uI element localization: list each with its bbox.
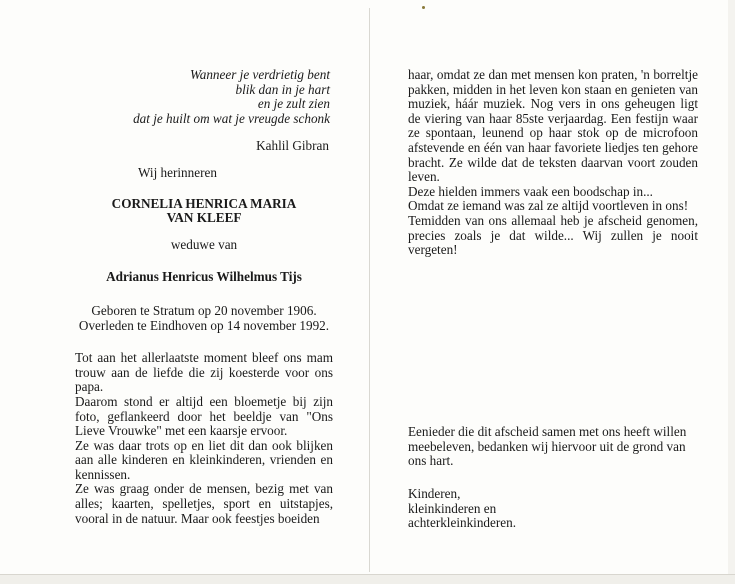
card-right-edge: [728, 0, 735, 583]
widow-of-label: weduwe van: [170, 236, 238, 252]
left-page: [75, 68, 333, 526]
body-paragraph: haar, omdat ze dan met mensen kon praten, 'n borreltje pakken, midden in het leven kon staan en genieten van muziek, háár muziek. Nog vers in ons geheugen ligt de viering van haar 85ste verjaardag. Een festijn waar ze spontaan, leunend op haar stok op de microfoon afstevende en één van haar favoriete liedjes ten gehore bracht. Ze wilde dat de teksten daarvan voort zouden leven.: [408, 67, 698, 185]
body-paragraph: Tot aan het allerlaatste moment bleef ons mam trouw aan de liefde die zij koesterde voor ons papa.: [75, 350, 333, 395]
signature-line: kleinkinderen en: [408, 500, 497, 516]
deceased-name-line: VAN KLEEF: [166, 210, 242, 226]
body-paragraph: Omdat ze iemand was zal ze altijd voortleven in ons!: [408, 198, 689, 214]
signature-line: Kinderen,: [408, 486, 461, 501]
body-paragraph: Daarom stond er altijd een bloemetje bij zijn foto, geflankeerd door het beeldje van "Ons Lieve Vrouwke" met een kaarsje ervoor.: [75, 393, 333, 439]
paper-speck: [422, 6, 425, 9]
body-paragraph: Ze was daar trots op en liet dit dan ook blijken aan alle kinderen en kleinkinderen, vrienden en kennissen.: [75, 437, 333, 482]
right-page: [408, 68, 698, 258]
body-paragraph: Temidden van ons allemaal heb je afscheid genomen, precies zoals je dat wilde... Wij zullen je nooit vergeten!: [408, 212, 698, 258]
poem-line: blik dan in je hart: [235, 81, 330, 97]
thanks-paragraph: Eenieder die dit afscheid samen met ons heeft willen meebeleven, bedanken wij hiervoor uit de grond van ons hart.: [408, 424, 687, 469]
poem-line: en je zult zien: [257, 96, 330, 112]
deceased-name-line: CORNELIA HENRICA MARIA: [111, 195, 297, 211]
remember-heading: Wij herinneren: [138, 164, 217, 180]
signature-line: achterkleinkinderen.: [408, 515, 517, 531]
poem-line: Wanneer je verdrietig bent: [189, 67, 330, 82]
body-paragraph: Ze was graag onder de mensen, bezig met van alles; kaarten, spelletjes, sport en uitstapjes, vooral in de natuur. Maar ook feestjes boeiden: [75, 481, 333, 526]
center-fold-line: [369, 8, 370, 572]
husband-name: Adrianus Henricus Wilhelmus Tijs: [106, 269, 302, 285]
family-signature: [408, 487, 698, 531]
right-body-text: [408, 68, 698, 258]
poem-author: Kahlil Gibran: [256, 138, 329, 154]
birth-line: Geboren te Stratum op 20 november 1906.: [91, 302, 317, 318]
poem-line: dat je huilt om wat je vreugde schonk: [133, 110, 330, 126]
body-paragraph: Deze hielden immers vaak een boodschap in...: [408, 183, 653, 199]
left-body-text: [75, 351, 333, 526]
poem-quote: [75, 68, 333, 126]
life-dates: [75, 304, 333, 333]
deceased-name: [75, 197, 333, 226]
death-line: Overleden te Eindhoven op 14 november 1992.: [78, 317, 330, 333]
